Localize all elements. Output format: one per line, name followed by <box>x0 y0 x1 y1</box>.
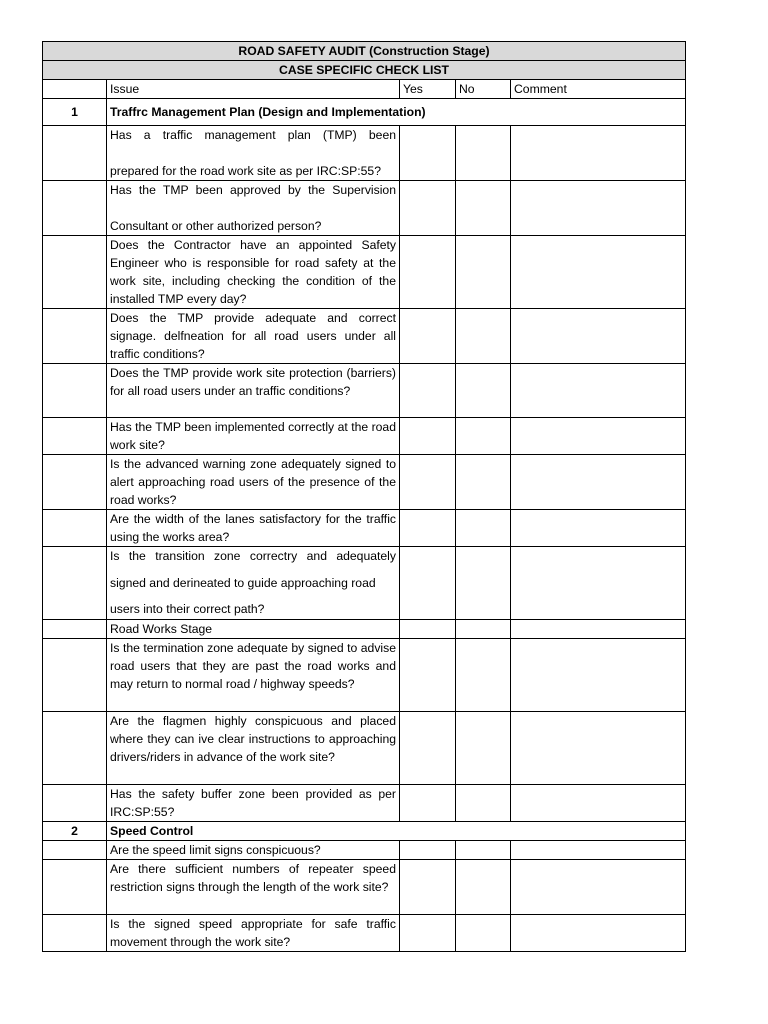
number-cell <box>43 236 107 309</box>
number-cell <box>43 455 107 510</box>
comment-cell[interactable] <box>511 236 686 309</box>
number-cell <box>43 364 107 418</box>
comment-cell[interactable] <box>511 620 686 639</box>
comment-cell[interactable] <box>511 785 686 822</box>
check-item-row <box>43 236 686 309</box>
check-item-row <box>43 181 686 236</box>
issue-text: Consultant or other authorized person? <box>110 219 322 233</box>
number-cell <box>43 547 107 620</box>
no-cell[interactable] <box>456 712 511 785</box>
yes-cell[interactable] <box>400 309 456 364</box>
check-item-row <box>43 309 686 364</box>
issue-text: Are there sufficient numbers of repeater speed restriction signs through the length of the work site? <box>107 860 400 915</box>
check-item-row <box>43 547 686 620</box>
yes-cell[interactable] <box>400 712 456 785</box>
section-title: Traffrc Management Plan (Design and Implementation) <box>107 99 686 126</box>
issue-text: Does the TMP provide work site protection (barriers) for all road users under an traffic conditions? <box>107 364 400 418</box>
issue-text: Has a traffic management plan (TMP) been <box>110 128 396 142</box>
yes-cell[interactable] <box>400 181 456 236</box>
title-row <box>43 42 686 61</box>
no-cell[interactable] <box>456 915 511 952</box>
section-number: 2 <box>43 822 107 841</box>
issue-text: prepared for the road work site as per IRC:SP:55? <box>110 164 381 178</box>
check-item-row <box>43 785 686 822</box>
issue-text: signed and derineated to guide approaching road <box>110 576 376 590</box>
issue-text: Does the TMP provide adequate and correct signage. delfneation for all road users under all traffic conditions? <box>107 309 400 364</box>
comment-cell[interactable] <box>511 841 686 860</box>
no-cell[interactable] <box>456 547 511 620</box>
no-cell[interactable] <box>456 639 511 712</box>
number-cell <box>43 620 107 639</box>
check-item-row <box>43 126 686 181</box>
check-item-row <box>43 455 686 510</box>
comment-cell[interactable] <box>511 455 686 510</box>
section-row <box>43 822 686 841</box>
no-cell[interactable] <box>456 418 511 455</box>
comment-cell[interactable] <box>511 712 686 785</box>
comment-cell[interactable] <box>511 126 686 181</box>
yes-cell[interactable] <box>400 639 456 712</box>
audit-checklist-table <box>42 41 686 952</box>
number-cell <box>43 860 107 915</box>
yes-cell[interactable] <box>400 841 456 860</box>
number-cell <box>43 181 107 236</box>
no-cell[interactable] <box>456 181 511 236</box>
number-cell <box>43 785 107 822</box>
no-cell[interactable] <box>456 126 511 181</box>
issue-text: Has the TMP been implemented correctly at the road work site? <box>107 418 400 455</box>
check-item-row <box>43 712 686 785</box>
comment-cell[interactable] <box>511 181 686 236</box>
column-header-comment: Comment <box>511 80 686 99</box>
check-item-row <box>43 860 686 915</box>
check-item-row <box>43 510 686 547</box>
checklist-sheet <box>42 41 685 952</box>
page-title: ROAD SAFETY AUDIT (Construction Stage) <box>43 42 686 61</box>
comment-cell[interactable] <box>511 309 686 364</box>
no-cell[interactable] <box>456 785 511 822</box>
subheading-row <box>43 620 686 639</box>
number-cell <box>43 309 107 364</box>
number-cell <box>43 841 107 860</box>
issue-text: Are the flagmen highly conspicuous and placed where they can ive clear instructions to approaching drivers/riders in advance of the work site? <box>107 712 400 785</box>
no-cell[interactable] <box>456 309 511 364</box>
subheading-road-works-stage: Road Works Stage <box>107 620 400 639</box>
no-cell[interactable] <box>456 860 511 915</box>
comment-cell[interactable] <box>511 547 686 620</box>
no-cell[interactable] <box>456 455 511 510</box>
issue-text: Are the width of the lanes satisfactory for the traffic using the works area? <box>107 510 400 547</box>
comment-cell[interactable] <box>511 510 686 547</box>
column-number-header <box>43 80 107 99</box>
issue-text: Are the speed limit signs conspicuous? <box>107 841 400 860</box>
section-title: Speed Control <box>107 822 686 841</box>
number-cell <box>43 126 107 181</box>
issue-text: users into their correct path? <box>110 602 265 616</box>
yes-cell[interactable] <box>400 364 456 418</box>
issue-cell <box>107 547 400 620</box>
issue-text: Does the Contractor have an appointed Safety Engineer who is responsible for road safety at the work site, including checking the condition of the installed TMP every day? <box>107 236 400 309</box>
yes-cell[interactable] <box>400 418 456 455</box>
yes-cell[interactable] <box>400 126 456 181</box>
check-item-row <box>43 841 686 860</box>
issue-text: Is the termination zone adequate by signed to advise road users that they are past the road works and may return to normal road / highway speeds? <box>107 639 400 712</box>
issue-text: Is the transition zone correctry and adequately <box>110 549 396 563</box>
comment-cell[interactable] <box>511 860 686 915</box>
no-cell[interactable] <box>456 620 511 639</box>
no-cell[interactable] <box>456 510 511 547</box>
issue-text: Has the safety buffer zone been provided as per IRC:SP:55? <box>107 785 400 822</box>
comment-cell[interactable] <box>511 364 686 418</box>
yes-cell[interactable] <box>400 860 456 915</box>
column-header-yes: Yes <box>400 80 456 99</box>
yes-cell[interactable] <box>400 455 456 510</box>
no-cell[interactable] <box>456 841 511 860</box>
column-header-issue: Issue <box>107 80 400 99</box>
yes-cell[interactable] <box>400 620 456 639</box>
page-subtitle: CASE SPECIFIC CHECK LIST <box>43 61 686 80</box>
issue-cell <box>107 126 400 181</box>
column-header-no: No <box>456 80 511 99</box>
comment-cell[interactable] <box>511 418 686 455</box>
comment-cell[interactable] <box>511 915 686 952</box>
yes-cell[interactable] <box>400 547 456 620</box>
issue-text: Is the advanced warning zone adequately signed to alert approaching road users of the presence of the road works? <box>107 455 400 510</box>
check-item-row <box>43 915 686 952</box>
number-cell <box>43 639 107 712</box>
number-cell <box>43 915 107 952</box>
section-row <box>43 99 686 126</box>
number-cell <box>43 712 107 785</box>
number-cell <box>43 510 107 547</box>
section-number: 1 <box>43 99 107 126</box>
check-item-row <box>43 418 686 455</box>
yes-cell[interactable] <box>400 510 456 547</box>
column-header-row <box>43 80 686 99</box>
comment-cell[interactable] <box>511 639 686 712</box>
no-cell[interactable] <box>456 236 511 309</box>
issue-text: Is the signed speed appropriate for safe traffic movement through the work site? <box>107 915 400 952</box>
subtitle-row <box>43 61 686 80</box>
check-item-row <box>43 639 686 712</box>
yes-cell[interactable] <box>400 236 456 309</box>
no-cell[interactable] <box>456 364 511 418</box>
issue-text: Has the TMP been approved by the Supervision <box>110 183 396 197</box>
issue-cell <box>107 181 400 236</box>
number-cell <box>43 418 107 455</box>
yes-cell[interactable] <box>400 915 456 952</box>
yes-cell[interactable] <box>400 785 456 822</box>
check-item-row <box>43 364 686 418</box>
